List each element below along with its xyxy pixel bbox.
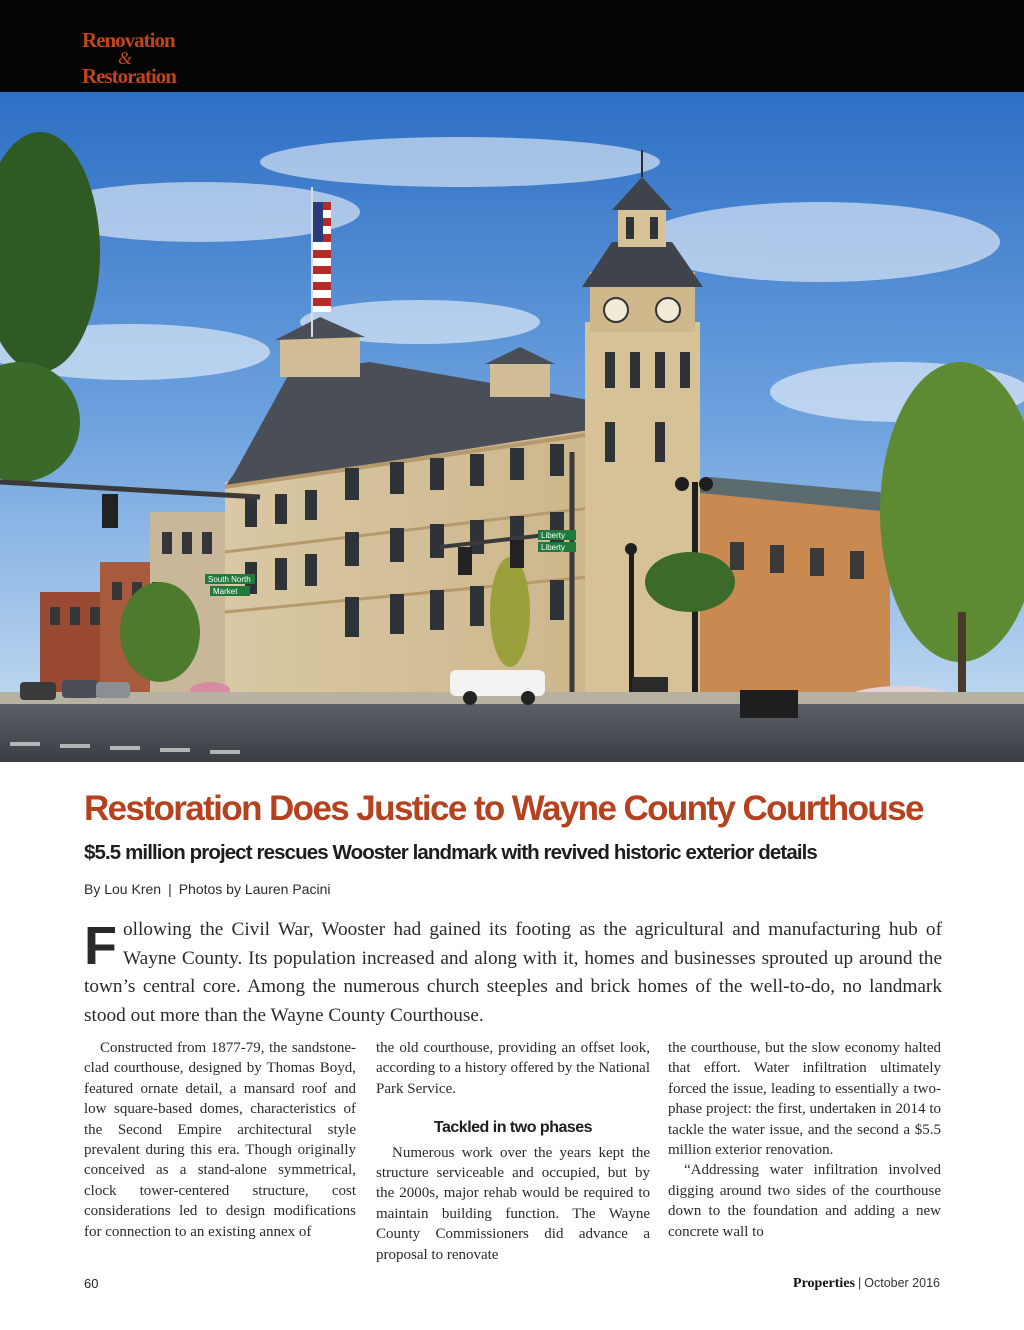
lead-text: ollowing the Civil War, Wooster had gained its footing as the agricultural and manufacturing hub of Wayne County. Its population increased and along with it, homes and businesses sprouted up around the town’s central core. Among the numerous church steeples and brick homes of the well-to-do, no landmark stood out more than the Wayne County Courthouse.	[84, 919, 942, 1026]
logo-line-1: Renovation	[82, 28, 175, 52]
page-number: 60	[84, 1276, 99, 1291]
logo-line-2: Restoration	[82, 64, 176, 88]
magazine-name: Properties	[793, 1276, 855, 1291]
byline-photographer: Photos by Lauren Pacini	[178, 881, 331, 897]
section-heading: Tackled in two phases	[433, 1119, 593, 1137]
street-sign-liberty-1: Liberty	[541, 531, 566, 540]
issue-date: October 2016	[864, 1276, 940, 1290]
article-subhead: $5.5 million project rescues Wooster landmark with revived historic exterior details	[84, 841, 817, 864]
courthouse-illustration	[0, 92, 1024, 762]
footer-separator: |	[858, 1276, 862, 1290]
drop-cap: F	[84, 916, 117, 976]
footer-issue	[793, 1276, 940, 1292]
body-paragraph: the old courthouse, providing an offset look, according to a history offered by the National Park Service.	[376, 1040, 650, 1097]
road	[0, 704, 1024, 762]
article-headline: Restoration Does Justice to Wayne County Courthouse	[84, 789, 923, 828]
courthouse-photo	[0, 92, 1024, 762]
street-sign-liberty-2: Liberty	[541, 543, 566, 552]
logo-ampersand: &	[118, 48, 133, 68]
section-logo	[80, 28, 180, 88]
byline-author: By Lou Kren	[84, 881, 162, 897]
body-column-3	[668, 1038, 941, 1242]
byline	[84, 881, 330, 897]
body-paragraph: Constructed from 1877-79, the sandstone-clad courthouse, designed by Thomas Boyd, featured ornate detail, a mansard roof and low square-based domes, characteristics of the Second Empire architectural style prevalent during this era. Though originally conceived as a stand-alone symmetrical, clock tower-centered structure, cost considerations led to design modifications for connection to an existing annex of	[84, 1040, 356, 1240]
street-sign-market: Market	[213, 587, 238, 596]
body-column-1	[84, 1038, 356, 1242]
body-paragraph: Numerous work over the years kept the structure serviceable and occupied, but by the 2000s, major rehab would be required to maintain building function. The Wayne County Commissioners did advance a proposal to renovate	[376, 1144, 650, 1263]
street-sign-south-north: South North	[208, 575, 251, 584]
top-banner	[0, 0, 1024, 92]
lead-paragraph	[84, 916, 942, 1030]
byline-separator: |	[168, 881, 172, 897]
body-paragraph: “Addressing water infiltration involved digging around two sides of the courthouse down to the foundation and adding a new concrete wall to	[668, 1162, 941, 1240]
body-paragraph: the courthouse, but the slow economy halted that effort. Water infiltration ultimately forced the issue, leading to essentially a two-phase project: the first, undertaken in 2014 to tackle the water issue, and the second a $5.5 million exterior renovation.	[668, 1040, 941, 1159]
body-column-2	[376, 1038, 650, 1265]
